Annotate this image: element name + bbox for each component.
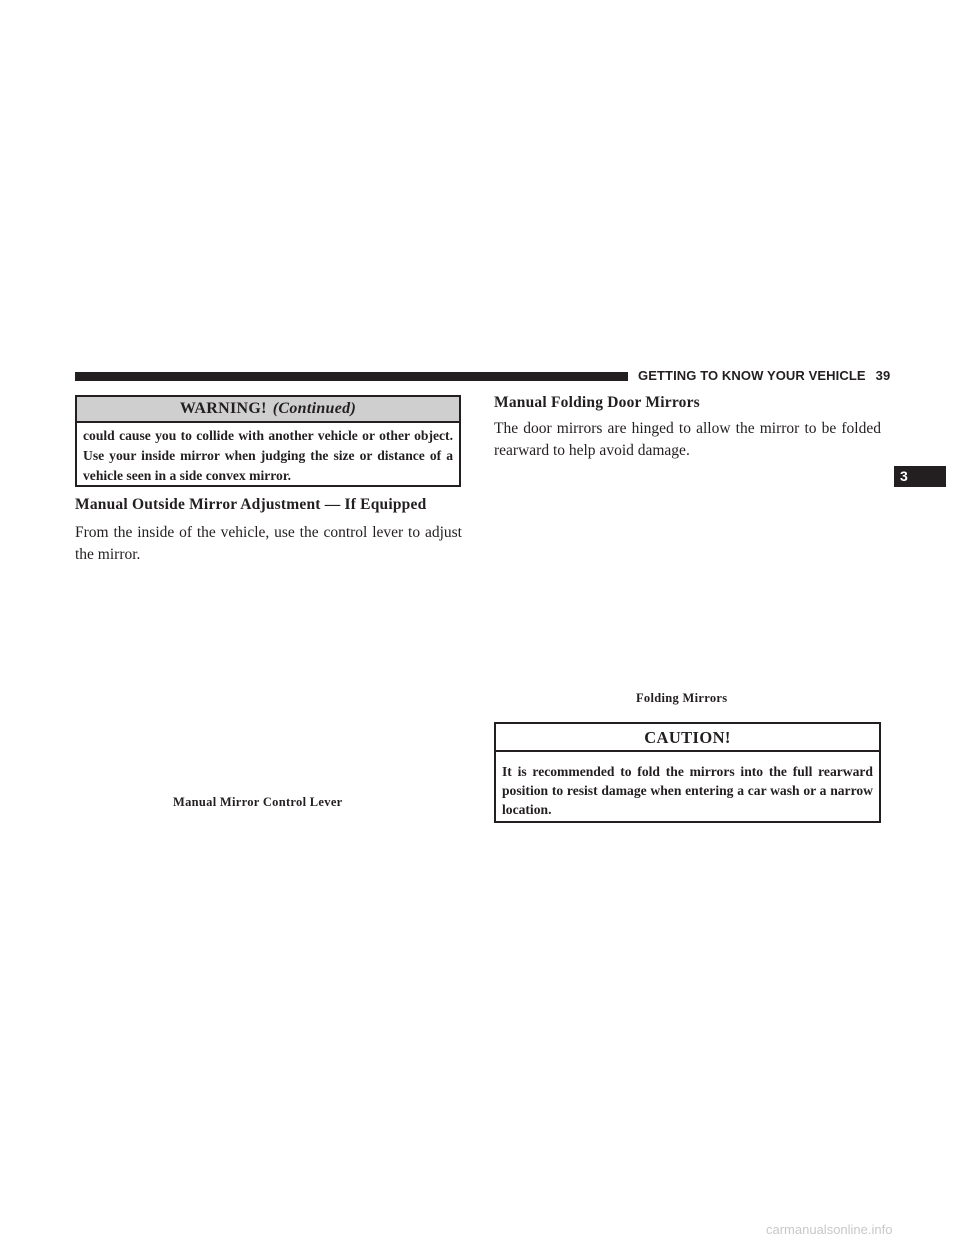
warning-title: WARNING!: [179, 400, 267, 417]
section-title: GETTING TO KNOW YOUR VEHICLE: [638, 368, 866, 383]
figure-caption-folding-mirrors: Folding Mirrors: [636, 691, 728, 705]
section-heading-folding-mirrors: Manual Folding Door Mirrors: [494, 394, 700, 411]
warning-text: could cause you to collide with another vehicle or other object. Use your inside mirror when judging the size or distance of a vehicle seen in a side convex mirror.: [83, 428, 453, 483]
warning-box: [75, 395, 461, 487]
section-heading-outside-mirror: Manual Outside Mirror Adjustment — If Equipped: [75, 496, 427, 513]
warning-continued: (Continued): [272, 400, 357, 417]
running-header: [638, 368, 890, 383]
paragraph-folding-mirrors: The door mirrors are hinged to allow the mirror to be folded rearward to help avoid damage.: [494, 420, 881, 459]
paragraph-outside-mirror: From the inside of the vehicle, use the control lever to adjust the mirror.: [75, 524, 462, 563]
watermark: carmanualsonline.info: [766, 1222, 893, 1237]
warning-header: [77, 397, 459, 423]
caution-box: [494, 722, 881, 823]
caution-header: CAUTION!: [496, 724, 879, 752]
page-number: 39: [875, 368, 891, 383]
header-rule: [75, 372, 628, 381]
chapter-tab: 3: [894, 466, 946, 487]
figure-caption-control-lever: Manual Mirror Control Lever: [173, 795, 343, 809]
caution-text: It is recommended to fold the mirrors into the full rearward position to resist damage when entering a car wash or a narrow location.: [502, 764, 873, 817]
